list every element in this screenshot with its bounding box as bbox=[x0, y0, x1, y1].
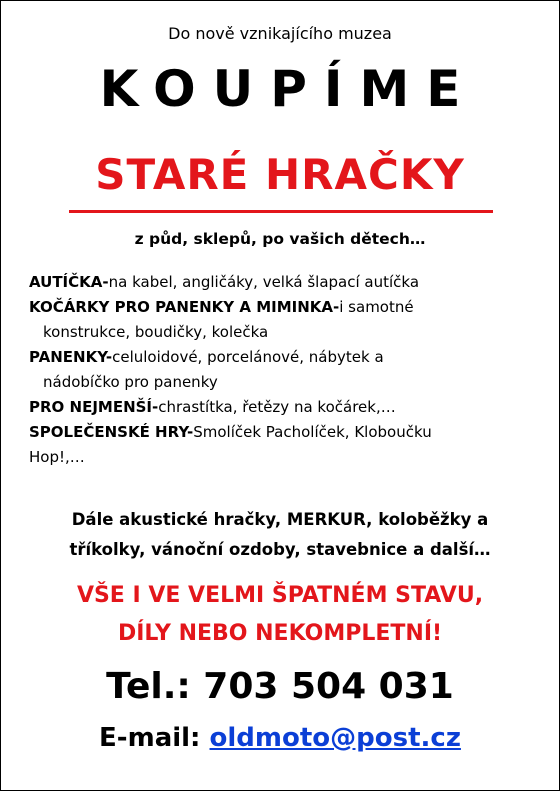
intro-text: Do nově vznikajícího muzea bbox=[168, 24, 392, 43]
item-description: chrastítka, řetězy na kočárek,… bbox=[158, 398, 396, 416]
item-description: Smolíček Pacholíček, Kloboučku bbox=[193, 423, 432, 441]
item-continuation: nádobíčko pro panenky bbox=[43, 373, 218, 391]
item-description: na kabel, angličáky, velká šlapací autíčka bbox=[108, 273, 420, 291]
item-category: KOČÁRKY PRO PANENKY A MIMINKA- bbox=[29, 298, 340, 316]
title-underline bbox=[69, 210, 493, 213]
item-category: SPOLEČENSKÉ HRY- bbox=[29, 423, 194, 441]
email-line bbox=[1, 723, 559, 753]
list-item bbox=[29, 395, 539, 420]
item-description: i samotné bbox=[339, 298, 414, 316]
headline: KOUPÍME bbox=[99, 60, 478, 118]
list-item bbox=[29, 420, 539, 470]
condition-notice-line2: DÍLY NEBO NEKOMPLETNÍ! bbox=[117, 621, 443, 646]
main-title: STARÉ HRAČKY bbox=[95, 150, 465, 199]
item-category: PANENKY- bbox=[29, 348, 113, 366]
email-label: E-mail: bbox=[99, 723, 210, 753]
condition-notice bbox=[1, 577, 559, 653]
item-continuation: Hop!,… bbox=[29, 448, 85, 466]
list-item bbox=[29, 270, 539, 295]
list-item bbox=[29, 295, 539, 345]
phone-number: Tel.: 703 504 031 bbox=[106, 666, 454, 707]
additional-items-line1: Dále akustické hračky, MERKUR, koloběžky a bbox=[71, 510, 489, 529]
subtitle: z půd, sklepů, po vašich dětech… bbox=[134, 230, 426, 248]
additional-items-line2: tříkolky, vánoční ozdoby, stavebnice a další… bbox=[69, 540, 491, 559]
condition-notice-line1: VŠE I VE VELMI ŠPATNÉM STAVU, bbox=[76, 583, 484, 608]
item-category: PRO NEJMENŠÍ- bbox=[29, 398, 159, 416]
item-description: celuloidové, porcelánové, nábytek a bbox=[112, 348, 384, 366]
item-continuation: konstrukce, boudičky, kolečka bbox=[43, 323, 269, 341]
additional-items bbox=[1, 505, 559, 565]
email-link[interactable]: oldmoto@post.cz bbox=[209, 723, 461, 753]
item-list bbox=[29, 270, 539, 470]
list-item bbox=[29, 345, 539, 395]
item-category: AUTÍČKA- bbox=[29, 273, 109, 291]
